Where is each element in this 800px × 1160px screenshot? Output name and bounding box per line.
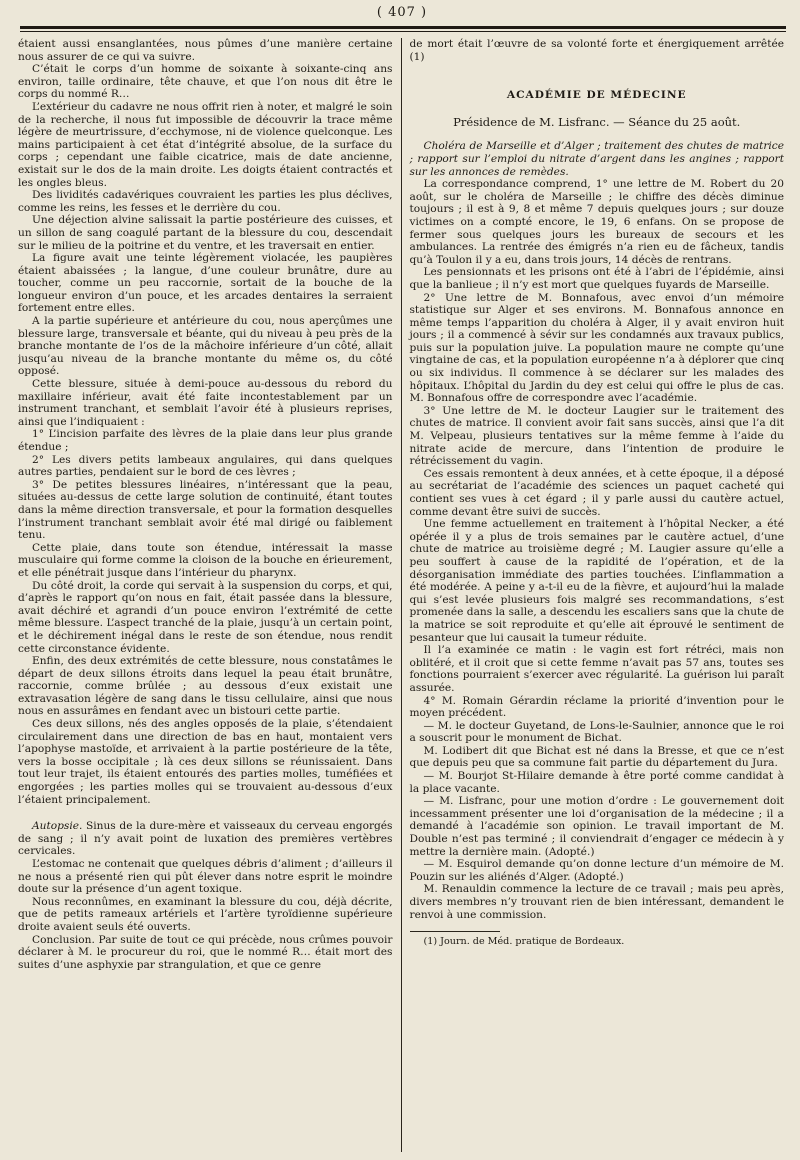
autopsie-label: Autopsie.: [32, 820, 83, 833]
paragraph: — M. Esquirol demande qu’on donne lecture d’un mémoire de M. Pouzin sur les aliénés d’Alger. (Adopté.): [409, 858, 784, 883]
page-number: ( 407 ): [376, 5, 428, 20]
left-column: [18, 38, 401, 1152]
paragraph: La figure avait une teinte légèrement violacée, les paupières étaient abaissées ; la langue, d’une couleur brunâtre, dure au toucher, comme un peu raccornie, sortait de la bouche de la longueur environ d’un pouce, et les arcades dentaires la serraient fortement entre elles.: [18, 252, 393, 315]
autopsie-text: Sinus de la dure-mère et vaisseaux du cerveau engorgés de sang ; il n’y avait point de luxation des premières vertèbres cervicales.: [18, 820, 393, 858]
paragraph: — M. Bourjot St-Hilaire demande à être porté comme candidat à la place vacante.: [409, 770, 784, 795]
autopsie-paragraph: [18, 820, 393, 858]
paragraph: 4° M. Romain Gérardin réclame la priorité d’invention pour le moyen précédent.: [409, 694, 784, 720]
paragraph: L’estomac ne contenait que quelques débris d’aliment ; d’ailleurs il ne nous a présenté rien qui pût élever dans notre esprit le moindre doute sur la présence d’un agent toxique.: [18, 858, 393, 896]
sitting-line: Présidence de M. Lisfranc. — Séance du 25 août.: [453, 114, 741, 129]
paragraph: Une femme actuellement en traitement à l’hôpital Necker, a été opérée il y a plus de trois semaines par le cautère actuel, d’une chute de matrice au troisième degré ; M. Laugier assure qu’elle a peu souffert à cause de la rapidité de l’opération, et de la désorganisation immédiate des parties touchées. L’inflammation a été modérée. A peine y a-t-il eu de la fièvre, et aujourd’hui la malade qui s’est levée plusieurs fois malgré ses recommandations, s’est promenée dans la salle, a descendu les escaliers sans que la chute de la matrice se soit reproduite et qu’elle ait éprouvé le sentiment de pesanteur que lui causait la tumeur réduite.: [409, 518, 784, 644]
paragraph: Ces deux sillons, nés des angles opposés de la plaie, s’étendaient circulairement dans une direction de bas en haut, montaient vers l’apophyse mastoïde, et arrivaient à la partie postérieure de la tête, vers la bosse occipitale ; là ces deux sillons se réunissaient. Dans tout leur trajet, ils étaient entourés des parties molles, tuméfiées et engorgées ; les parties molles qui se trouvaient au-dessous d’eux l’étaient principalement.: [18, 718, 393, 806]
paragraph: A la partie supérieure et antérieure du cou, nous aperçûmes une blessure large, transversale et béante, qui du niveau à peu près de la branche montante de l’os de la mâchoire inférieure d’un côté, allait jusqu’au niveau de la branche montante du même os, du côté opposé.: [18, 315, 393, 378]
paragraph: Il l’a examinée ce matin : le vagin est fort rétréci, mais non oblitéré, et il croit que si cette femme n’avait pas 57 ans, toutes ses fonctions pourraient s’exercer avec régularité. La guérison lui paraît assurée.: [409, 644, 784, 694]
list-item: 1° L’incision parfaite des lèvres de la plaie dans leur plus grande étendue ;: [18, 428, 393, 453]
paragraph: M. Lodibert dit que Bichat est né dans la Bresse, et que ce n’est que depuis peu que sa commune fait partie du département du Jura.: [409, 744, 784, 770]
paragraph: Enfin, des deux extrémités de cette blessure, nous constatâmes le départ de deux sillons étroits dans lequel la peau était brunâtre, raccornie, comme brûlée ; au dessous d’eux existait une extravasation légère de sang dans le tissu cellulaire, ainsi que nous nous en assurâmes en fendant avec un bistouri cette partie.: [18, 655, 393, 718]
paragraph: Des lividités cadavériques couvraient les parties les plus déclives, comme les reins, les fesses et le derrière du cou.: [18, 189, 393, 214]
paragraph: 2° Une lettre de M. Bonnafous, avec envoi d’un mémoire statistique sur Alger et ses environs. M. Bonnafous annonce en même temps l’apparition du choléra à Alger, il y avait environ huit jours ; il a commencé à sévir sur les condamnés aux travaux publics, puis sur la population juive. La population maure ne compte qu’une vingtaine de cas, et la population européenne n’a à déplorer que cinq ou six individus. Il commence à se déclarer sur les malades des hôpitaux. L’hôpital du Jardin du dey est celui qui offre le plus de cas. M. Bonnafous offre de correspondre avec l’académie.: [409, 291, 784, 405]
right-column: [402, 38, 785, 1152]
paragraph: — M. Lisfranc, pour une motion d’ordre : Le gouvernement doit incessamment présenter une loi d’organisation de la médecine ; il a demandé à l’académie son opinion. Le travail important de M. Double n’est pas terminé ; il conviendrait d’engager ce médecin à y mettre la dernière main. (Adopté.): [409, 795, 784, 858]
paragraph: Nous reconnûmes, en examinant la blessure du cou, déjà décrite, que de petits rameaux artériels et l’artère tyroïdienne supérieure droite avaient seuls été ouverts.: [18, 895, 393, 933]
paragraph: — M. le docteur Guyetand, de Lons-le-Saulnier, annonce que le roi a souscrit pour le monument de Bichat.: [409, 719, 784, 745]
paragraph: Cette plaie, dans toute son étendue, intéressait la masse musculaire qui forme comme la cloison de la bouche en érieurement, et elle pénétrait jusque dans l’intérieur du pharynx.: [18, 541, 393, 579]
paragraph: Du côté droit, la corde qui servait à la suspension du corps, et qui, d’après le rapport qu’on nous en fait, était passée dans la blessure, avait déchiré et agrandi d’un pouce environ l’extrémité de cette même blessure. L’aspect tranché de la plaie, jusqu’à un certain point, et le déchirement inégal dans le reste de son étendue, nous rendit cette circonstance évidente.: [18, 579, 393, 655]
header-rule: [20, 26, 786, 29]
two-column-body: [18, 38, 784, 1152]
summary: Choléra de Marseille et d’Alger ; traitement des chutes de matrice ; rapport sur l’emploi du nitrate d’argent dans les angines ; rapport sur les annonces de remèdes.: [409, 140, 784, 178]
paragraph: Les pensionnats et les prisons ont été à l’abri de l’épidémie, ainsi que la banlieue ; il n’y est mort que quelques fuyards de Marseille.: [409, 266, 784, 291]
list-item: 2° Les divers petits lambeaux angulaires, qui dans quelques autres parties, pendaient sur le bord de ces lèvres ;: [18, 453, 393, 479]
paragraph: Une déjection alvine salissait la partie postérieure des cuisses, et un sillon de sang coagulé partant de la blessure du cou, descendait sur le milieu de la poitrine et du ventre, et les traversait en entier.: [18, 214, 393, 252]
paragraph: L’extérieur du cadavre ne nous offrit rien à noter, et malgré le soin de la recherche, il nous fut impossible de découvrir la trace même légère de meurtrissure, d’ecchymose, ni de violence quelconque. Les mains participaient à cet état d’intégrité absolue, de la surface du corps ; cependant une faible cicatrice, mais de date ancienne, existait sur le dos de la main droite. Les doigts étaient contractés et les ongles bleus.: [18, 100, 393, 189]
paragraph-gap: [18, 806, 393, 820]
continuation-text: de mort était l’œuvre de sa volonté forte et énergiquement arrêtée (1): [409, 38, 784, 63]
section-title: ACADÉMIE DE MÉDECINE: [506, 89, 687, 102]
paragraph: 3° Une lettre de M. le docteur Laugier sur le traitement des chutes de matrice. Il convient avoir fait sans succès, ainsi que l’a dit M. Velpeau, plusieurs tentatives sur la même femme à l’aide du nitrate acide de mercure, dans l’intention de produire le rétrécissement du vagin.: [409, 404, 784, 468]
paragraph: Conclusion. Par suite de tout ce qui précède, nous crûmes pouvoir déclarer à M. le procureur du roi, que le nommé R… était mort des suites d’une asphyxie par strangulation, et que ce genre: [18, 933, 393, 971]
paragraph: C’était le corps d’un homme de soixante à soixante-cinq ans environ, taille ordinaire, tête chauve, et que l’on nous dit être le corps du nommé R…: [18, 63, 393, 101]
footnote: (1) Journ. de Méd. pratique de Bordeaux.: [423, 936, 625, 948]
header-rule-thin: [20, 31, 786, 32]
list-item: 3° De petites blessures linéaires, n’intéressant que la peau, situées au-dessus de cette large solution de continuité, étant toutes dans la même direction transversale, et pour la formation desquelles l’instrument tranchant semblait avoir été mal dirigé ou faiblement tenu.: [18, 478, 393, 542]
paragraph: Ces essais remontent à deux années, et à cette époque, il a déposé au secrétariat de l’académie des sciences un paquet cacheté qui contient ses vues à cet égard ; il y parle aussi du cautère actuel, comme devant être suivi de succès.: [409, 467, 784, 518]
paragraph: Cette blessure, située à demi-pouce au-dessous du rebord du maxillaire inférieur, avait été faite incontestablement par un instrument tranchant, et semblait l’avoir été à plusieurs reprises, ainsi que l’indiquaient :: [18, 378, 393, 428]
paragraph: M. Renauldin commence la lecture de ce travail ; mais peu après, divers membres n’y trouvant rien de bien intéressant, demandent le renvoi à une commission.: [409, 883, 784, 921]
paragraph: étaient aussi ensanglantées, nous pûmes d’une manière certaine nous assurer de ce qui va suivre.: [18, 38, 393, 63]
paragraph: La correspondance comprend, 1° une lettre de M. Robert du 20 août, sur le choléra de Marseille ; le chiffre des décès diminue toujours ; il est à 9, 8 et même 7 depuis quelques jours ; sur douze victimes on a compté encore, le 19, 6 enfans. On se propose de fermer sous quelques jours les bureaux de secours et les ambulances. La rentrée des émigrés n’a rien eu de fâcheux, tandis qu’à Toulon il y a eu, dans trois jours, 14 décès de rentrans.: [409, 178, 784, 266]
footnote-rule: [410, 931, 500, 932]
